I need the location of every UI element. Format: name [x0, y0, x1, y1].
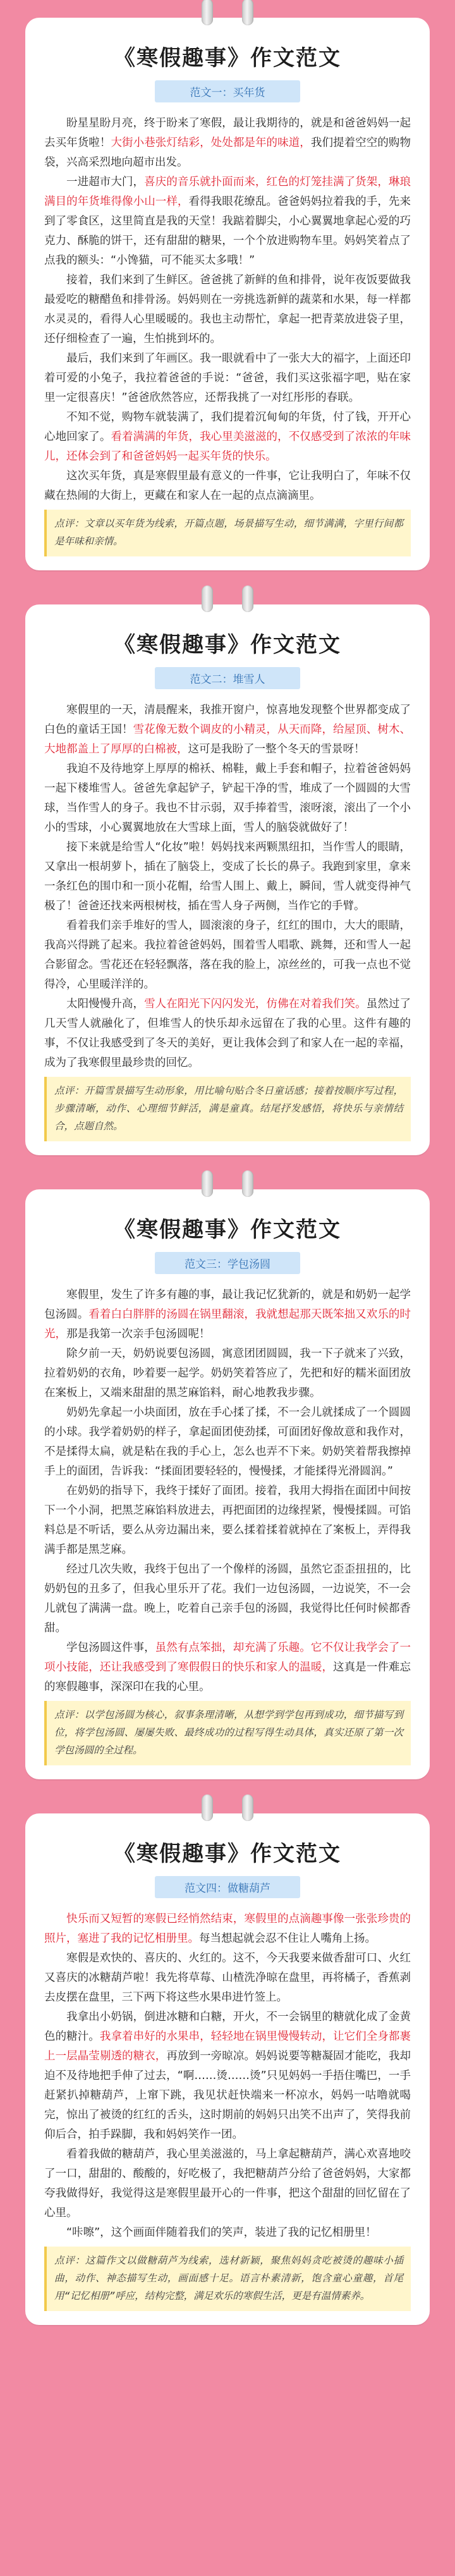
essay-paragraph: [44, 995, 411, 1073]
paragraph-text: 太阳慢慢升高，: [66, 998, 145, 1010]
paragraph-text: 寒假里的一天，清晨醒来，我推开窗户，惊喜地发现整个世界都变成了白色的童话王国！: [44, 704, 411, 736]
binder-ring-icon: [202, 0, 213, 25]
essay-title: 《寒假趣事》作文范文: [114, 1217, 341, 1242]
essay-title: 《寒假趣事》作文范文: [114, 632, 341, 658]
paragraph-text: 那是我第一次亲手包汤圆呢！: [66, 1328, 210, 1340]
essay-card: [25, 18, 430, 570]
essay-title: 《寒假趣事》作文范文: [114, 46, 341, 71]
paragraph-text: 一进超市大门，: [66, 176, 145, 188]
essay-title: 《寒假趣事》作文范文: [114, 1841, 341, 1867]
paragraph-text: 奶奶先拿起一小块面团，放在手心揉了揉，不一会儿就揉成了一个圆圆的小球。我学着奶奶的样子，拿起面团使劲揉，可面团好像故意和我作对，不是揉得太扁，就是粘在我的手心上，怎么也弄不下来。奶奶笑着帮我擦掉手上的面团，告诉我：“揉面团要轻轻的，慢慢揉，才能揉得光滑圆润。”: [44, 1406, 411, 1478]
highlighted-sentence: 喜庆的音乐就扑面而来，红色的灯笼挂满了货架，琳琅满目的年货堆得像小山一样，: [44, 176, 411, 208]
essay-card: [25, 1189, 430, 1779]
teacher-comment: 点评：这篇作文以做糖葫芦为线索，选材新颖，聚焦妈妈贪吃被烫的趣味小插曲，动作、神态描写生动，画面感十足。语言朴素清新，饱含童心童趣，首尾用“记忆相册”呼应，结构完整，满足欢乐的寒假生活，更是有温情素养。: [44, 2247, 411, 2311]
essay-paragraph: [44, 701, 411, 759]
paragraph-text: “咔嚓”，这个画面伴随着我们的笑声，装进了我的记忆相册里！: [66, 2226, 377, 2239]
paragraph-text: 我拿出小奶锅，倒进冰糖和白糖，开火，不一会锅里的糖就化成了金黄色的糖汁。: [44, 2011, 411, 2043]
highlighted-sentence: 雪花像无数个调皮的小精灵，从天而降，给屋顶、树木、大地都盖上了厚厚的白棉被，: [44, 723, 411, 756]
binder-rings: [25, 586, 430, 612]
essay-card: [25, 1813, 430, 2325]
essay-paragraph: [44, 1949, 411, 2008]
highlighted-sentence: 看着满满的年货，我心里美滋滋的，不仅感受到了浓浓的年味儿，还体会到了和爸爸妈妈一起买年货的快乐。: [44, 431, 411, 463]
paragraph-text: 寒假里，发生了许多有趣的事，最让我记忆犹新的，就是和奶奶一起学包汤圆。: [44, 1289, 411, 1321]
essay-paragraph: [44, 916, 411, 995]
paragraph-text: 最后，我们来到了年画区。我一眼就看中了一张大大的福字，上面还印着可爱的小兔子，我拉着爸爸的手说：“爸爸，我们买这张福字吧，贴在家里一定很喜庆！”爸爸欣然答应，还帮我挑了一对红彤彤的春联。: [44, 352, 411, 404]
paragraph-text: 我们提着空空的购物袋，兴高采烈地向超市出发。: [44, 137, 411, 169]
teacher-comment: 点评：文章以买年货为线索，开篇点题，场景描写生动，细节满满，字里行间都是年味和亲情。: [44, 510, 411, 556]
highlighted-sentence: 看着白白胖胖的汤圆在锅里翻滚，我就想起那天既笨拙又欢乐的时光，: [44, 1308, 411, 1340]
paragraph-text: 学包汤圆这件事，: [66, 1641, 155, 1654]
highlighted-sentence: 我拿着串好的水果串，轻轻地在锅里慢慢转动，让它们全身都裹上一层晶莹剔透的糖衣，: [44, 2030, 411, 2063]
essay-paragraph: [44, 2145, 411, 2223]
essay-paragraph: [44, 1910, 411, 1949]
essay-paragraph: [44, 1344, 411, 1403]
highlighted-sentence: 虽然有点笨拙，却充满了乐趣。它不仅让我学会了一项小技能，还让我感受到了寒假假日的快乐和家人的温暖，: [44, 1641, 411, 1674]
paragraph-text: 接下来就是给雪人“化妆”啦！妈妈找来两颗黑纽扣，当作雪人的眼睛，又拿出一根胡萝卜，插在了脑袋上，变成了长长的鼻子。我跑到家里，拿来一条红色的围巾和一顶小花帽，给雪人围上、戴上，瞬间，雪人就变得神气极了！爸爸还找来两根树枝，插在雪人身子两侧，当作它的手臂。: [44, 841, 411, 912]
paragraph-text: 这可是我盼了一整个冬天的雪景呀！: [188, 743, 365, 756]
essay-paragraph: [44, 408, 411, 467]
paragraph-text: 这真是一件难忘的寒假趣事，深深印在我的心里。: [44, 1661, 411, 1693]
essay-paragraph: [44, 2008, 411, 2145]
paragraph-text: 看得我眼花缭乱。爸爸妈妈拉着我的手，先来到了零食区，这里简直是我的天堂！我踮着脚尖，小心翼翼地拿起心爱的巧克力、酥脆的饼干，还有甜甜的糖果，一个个放进购物车里。妈妈笑着点了点我的额头：“小馋猫，可不能买太多哦！”: [44, 195, 411, 267]
paragraph-text: 在奶奶的指导下，我终于揉好了面团。接着，我用大拇指在面团中间按下一个小洞，把黑芝麻馅料放进去，再把面团的边缘捏紧，慢慢揉圆。可馅料总是不听话，要么从旁边漏出来，要么揉着揉着就掉在了案板上，弄得我满手都是黑芝麻。: [44, 1485, 411, 1556]
paragraph-text: 盼星星盼月亮，终于盼来了寒假，最让我期待的，就是和爸爸妈妈一起去买年货啦！: [44, 117, 411, 149]
essay-subtitle: 范文二：堆雪人: [155, 667, 300, 689]
essay-paragraph: [44, 173, 411, 271]
binder-ring-icon: [242, 586, 253, 612]
teacher-comment: 点评：以学包汤圆为核心，叙事条理清晰，从想学到学包再到成功，细节描写到位，将学包汤圆、屡屡失败、最终成功的过程写得生动具体，真实还原了第一次学包汤圆的全过程。: [44, 1701, 411, 1765]
highlighted-sentence: 快乐而又短暂的寒假已经悄然结束，寒假里的点滴趣事像一张张珍贵的照片，塞进了我的记忆相册里。: [44, 1913, 411, 1945]
paragraph-text: 虽然过了几天雪人就融化了，但堆雪人的快乐却永远留在了我的心里。这件有趣的事，不仅让我感受到了冬天的美好，更让我体会到了和家人在一起的幸福，成为了我寒假里最珍贵的回忆。: [44, 998, 411, 1069]
paragraph-text: 接着，我们来到了生鲜区。爸爸挑了新鲜的鱼和排骨，说年夜饭要做我最爱吃的糖醋鱼和排骨汤。妈妈则在一旁挑选新鲜的蔬菜和水果，每一样都水灵灵的，看得人心里暖暖的。我也主动帮忙，拿起一把青菜放进袋子里，还仔细检查了一遍，生怕挑到坏的。: [44, 274, 411, 345]
paragraph-text: 这次买年货，真是寒假里最有意义的一件事，它让我明白了，年味不仅藏在热闹的大街上，更藏在和家人在一起的点点滴滴里。: [44, 470, 411, 502]
essay-paragraph: [44, 1403, 411, 1481]
binder-ring-icon: [202, 1794, 213, 1821]
essay-paragraph: [44, 1285, 411, 1344]
essay-paragraph: [44, 759, 411, 838]
essay-paragraph: [44, 271, 411, 349]
essay-paragraph: [44, 2223, 411, 2243]
highlighted-sentence: 大街小巷张灯结彩，处处都是年的味道，: [111, 137, 311, 149]
essay-subtitle: 范文一：买年货: [155, 80, 300, 102]
essay-paragraph: [44, 838, 411, 916]
highlighted-sentence: 雪人在阳光下闪闪发光，仿佛在对着我们笑。: [144, 998, 367, 1010]
paragraph-text: 看着我做的糖葫芦，我心里美滋滋的，马上拿起糖葫芦，满心欢喜地咬了一口，甜甜的、酸酸的，好吃极了，我把糖葫芦分给了爸爸妈妈，大家都夸我做得好，我觉得这是寒假里最开心的一件事，把这个甜甜的回忆留在了心里。: [44, 2148, 411, 2219]
paragraph-text: 每当想起就会忍不住让人嘴角上扬。: [199, 1932, 376, 1945]
essay-subtitle: 范文三：学包汤圆: [155, 1252, 300, 1274]
paragraph-text: 不知不觉，购物车就装满了，我们提着沉甸甸的年货，付了钱，开开心心地回家了。: [44, 411, 411, 443]
paragraph-text: 再放到一旁晾凉。妈妈说要等糖凝固才能吃，我却迫不及待地把手伸了过去，“啊……烫……烫”只见妈妈一手捂住嘴巴，一手赶紧扒掉糖葫芦，上窜下跳，我见状赶快端来一杯凉水，妈妈一咕噜就喝完，惊出了被烫的红红的舌头，这时期前的妈妈只出笑不出声了，笑得我前仰后合，拍手跺脚，我和妈妈笑作一团。: [44, 2050, 411, 2141]
paragraph-text: 寒假是欢快的、喜庆的、火红的。这不，今天我要来做香甜可口、火红又喜庆的冰糖葫芦啦！我先将草莓、山楂洗净晾在盘里，再将橘子，香蕉剥去皮摆在盘里，三下两下将这些水果串进竹签上。: [44, 1952, 411, 2004]
binder-ring-icon: [242, 1794, 253, 1821]
essay-paragraph: [44, 1638, 411, 1697]
essay-paragraph: [44, 349, 411, 408]
essay-paragraph: [44, 114, 411, 173]
binder-ring-icon: [242, 0, 253, 25]
teacher-comment: 点评：开篇雪景描写生动形象，用比喻句贴合冬日童话感；接着按顺序写过程，步骤清晰，动作、心理细节鲜活，满是童真。结尾抒发感悟，将快乐与亲情结合，点题自然。: [44, 1077, 411, 1141]
binder-rings: [25, 0, 430, 25]
binder-ring-icon: [202, 1170, 213, 1197]
paragraph-text: 我迫不及待地穿上厚厚的棉袄、棉鞋，戴上手套和帽子，拉着爸爸妈妈一起下楼堆雪人。爸爸先拿起铲子，铲起干净的雪，堆成了一个圆圆的大雪球，当作雪人的身子。我也不甘示弱，双手捧着雪，滚呀滚，滚出了一个小小的雪球，小心翼翼地放在大雪球上面，雪人的脑袋就做好了！: [44, 763, 411, 834]
binder-rings: [25, 1170, 430, 1197]
paragraph-text: 经过几次失败，我终于包出了一个像样的汤圆，虽然它歪歪扭扭的，比奶奶包的丑多了，但我心里乐开了花。我们一边包汤圆，一边说笑，不一会儿就包了满满一盘。晚上，吃着自己亲手包的汤圆，我觉得比任何时候都香甜。: [44, 1563, 411, 1635]
essay-paragraph: [44, 1560, 411, 1638]
paragraph-text: 除夕前一天，奶奶说要包汤圆，寓意团团圆圆，我一下子就来了兴致，拉着奶奶的衣角，吵着要一起学。奶奶笑着答应了，先把和好的糯米面团放在案板上，又端来甜甜的黑芝麻馅料，耐心地教我步骤。: [44, 1347, 411, 1399]
binder-rings: [25, 1794, 430, 1821]
cards-container: [0, 18, 455, 2325]
essay-paragraph: [44, 467, 411, 506]
essay-subtitle: 范文四：做糖葫芦: [155, 1876, 300, 1898]
binder-ring-icon: [202, 586, 213, 612]
essay-paragraph: [44, 1481, 411, 1560]
paragraph-text: 看着我们亲手堆好的雪人，圆滚滚的身子，红红的围巾，大大的眼睛，我高兴得跳了起来。我拉着爸爸妈妈，围着雪人唱歌、跳舞，还和雪人一起合影留念。雪花还在轻轻飘落，落在我的脸上，凉丝丝的，可我一点也不觉得冷，心里暖洋洋的。: [44, 919, 411, 991]
binder-ring-icon: [242, 1170, 253, 1197]
essay-card: [25, 604, 430, 1155]
